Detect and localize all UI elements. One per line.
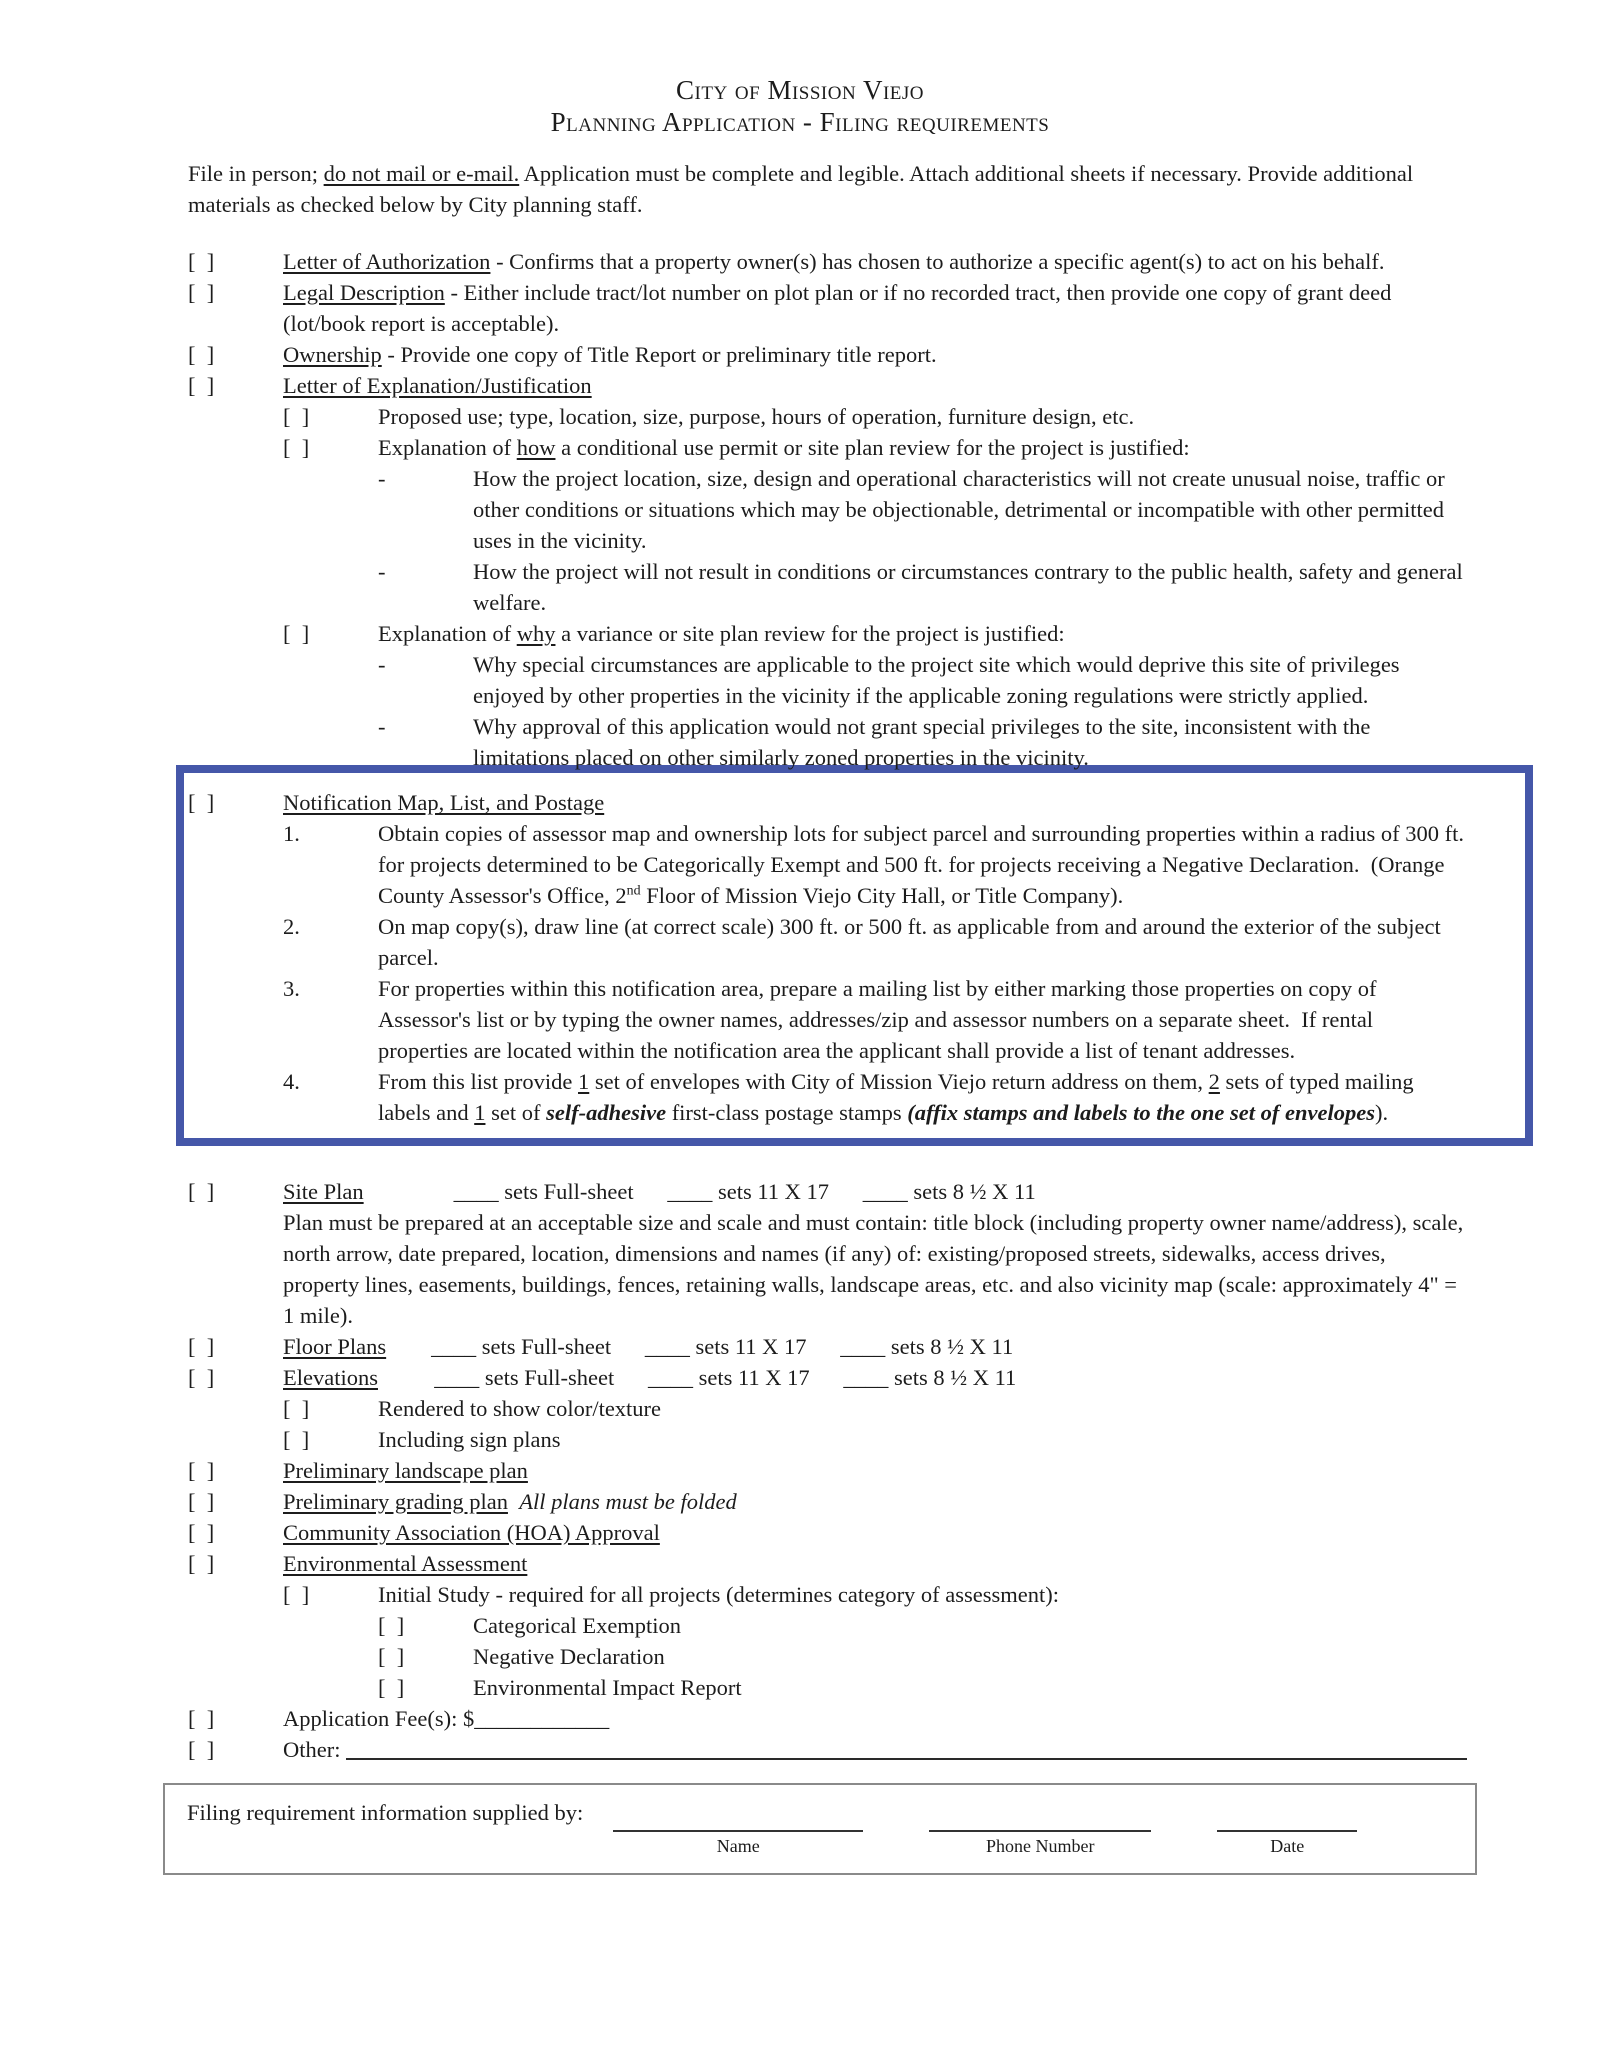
checklist-row — [188, 787, 1467, 818]
checklist-row — [188, 1734, 1467, 1765]
text-segment: nd — [626, 883, 641, 899]
text-segment: Obtain copies of assessor map and ownership lots for subject parcel and surrounding properties within a radius of 300 ft. for projects determined to be Categorically Exempt and 500 ft. for projects receiving a Negative Declaration. (Orange County Assessor's Office, 2 — [378, 821, 1464, 908]
text-segment: 1 — [578, 1069, 590, 1094]
row-text — [283, 370, 1467, 401]
row-text — [378, 401, 1467, 432]
checkbox[interactable]: [ ] — [188, 1458, 215, 1483]
checkbox[interactable]: [ ] — [188, 1737, 215, 1762]
checklist-row — [188, 818, 1467, 911]
text-segment: Floor Plans — [283, 1334, 387, 1359]
text-segment: a variance or site plan review for the project is justified: — [555, 621, 1065, 646]
footer-box — [163, 1783, 1477, 1875]
dash-bullet: - — [378, 559, 386, 584]
row-text — [473, 1641, 1467, 1672]
row-text — [473, 711, 1467, 773]
checklist-row — [188, 246, 1467, 277]
text-segment: For properties within this notification area, prepare a mailing list by either marking those properties on copy of Assessor's list or by typing the owner names, addresses/zip and assessor numbers on a separate sheet. If rental properties are located within the notification area the applicant shall provide a list of tenant addresses. — [378, 976, 1377, 1063]
phone-caption: Phone Number — [985, 1836, 1095, 1856]
checklist-row — [188, 432, 1467, 463]
text-segment: Site Plan — [283, 1179, 364, 1204]
checklist-row — [188, 1517, 1467, 1548]
footer-field-date — [1217, 1806, 1357, 1857]
text-segment: Initial Study - required for all projects (determines category of assessment): — [378, 1582, 1060, 1607]
row-text — [378, 973, 1467, 1066]
row-text — [283, 246, 1467, 277]
text-segment: Elevations — [283, 1365, 378, 1390]
row-text — [283, 1207, 1467, 1331]
item-number: 1. — [283, 821, 300, 846]
intro-paragraph — [188, 158, 1467, 220]
row-text — [283, 1703, 1467, 1734]
item-number: 4. — [283, 1069, 300, 1094]
text-segment: (affix stamps and labels to the one set of envelopes — [907, 1100, 1375, 1125]
text-segment: File in person; — [188, 161, 324, 186]
checkbox[interactable]: [ ] — [378, 1675, 405, 1700]
text-segment — [508, 1489, 519, 1514]
row-text — [188, 158, 1467, 220]
dash-bullet: - — [378, 466, 386, 491]
checklist-section — [188, 246, 1467, 773]
row-text — [283, 1455, 1467, 1486]
text-segment: - Confirms that a property owner(s) has chosen to authorize a specific agent(s) to act on his behalf. — [490, 249, 1385, 274]
checklist-row — [188, 463, 1467, 556]
checkbox[interactable]: [ ] — [378, 1613, 405, 1638]
text-segment: Floor of Mission Viejo City Hall, or Title Company). — [640, 883, 1124, 908]
text-segment: Proposed use; type, location, size, purpose, hours of operation, furniture design, etc. — [378, 404, 1135, 429]
checklist-row — [188, 1641, 1467, 1672]
date-blank-line[interactable] — [1217, 1806, 1357, 1832]
row-text — [283, 1517, 1467, 1548]
row-text — [378, 432, 1467, 463]
footer-field-name — [613, 1806, 863, 1857]
text-segment: a conditional use permit or site plan review for the project is justified: — [555, 435, 1190, 460]
row-text — [473, 556, 1467, 618]
row-text — [473, 463, 1467, 556]
footer-row — [187, 1797, 1453, 1857]
text-segment: Legal Description — [283, 280, 445, 305]
row-text — [283, 1362, 1467, 1393]
name-blank-line[interactable] — [613, 1806, 863, 1832]
text-segment: Why special circumstances are applicable to the project site which would deprive this site of privileges enjoyed by other properties in the vicinity if the applicable zoning regulations were strictly applied. — [473, 652, 1400, 708]
row-text — [283, 1734, 1467, 1765]
checklist-row — [188, 973, 1467, 1066]
checkbox[interactable]: [ ] — [188, 1489, 215, 1514]
checklist-row — [188, 1331, 1467, 1362]
text-segment: why — [516, 621, 556, 646]
text-segment: How the project will not result in conditions or circumstances contrary to the public health, safety and general welfare. — [473, 559, 1463, 615]
row-text — [283, 339, 1467, 370]
text-segment: Including sign plans — [378, 1427, 561, 1452]
checklist-row — [188, 618, 1467, 649]
checkbox[interactable]: [ ] — [283, 435, 310, 460]
checkbox[interactable]: [ ] — [283, 1427, 310, 1452]
footer-field-phone — [929, 1806, 1151, 1857]
checklist-row — [188, 277, 1467, 339]
checklist-section — [188, 1176, 1467, 1765]
checkbox[interactable]: [ ] — [283, 1396, 310, 1421]
text-segment: Environmental Impact Report — [473, 1675, 742, 1700]
checkbox[interactable]: [ ] — [188, 1179, 215, 1204]
row-text — [283, 1176, 1467, 1207]
row-text — [283, 787, 1467, 818]
text-segment: Environmental Assessment — [283, 1551, 528, 1576]
text-segment: ____ sets Full-sheet ____ sets 11 X 17 ____ sets 8 ½ X 11 — [377, 1365, 1017, 1390]
name-caption: Name — [716, 1836, 760, 1856]
checkbox[interactable]: [ ] — [188, 249, 215, 274]
checkbox[interactable]: [ ] — [283, 404, 310, 429]
checklist-row — [188, 401, 1467, 432]
dash-bullet: - — [378, 652, 386, 677]
checklist-row — [188, 556, 1467, 618]
checklist-row — [188, 1066, 1467, 1128]
text-segment: - Provide one copy of Title Report or preliminary title report. — [381, 342, 937, 367]
text-segment: Explanation of — [378, 435, 517, 460]
dash-bullet: - — [378, 714, 386, 739]
checkbox[interactable]: [ ] — [188, 1551, 215, 1576]
item-number: 2. — [283, 914, 300, 939]
row-text — [378, 1579, 1467, 1610]
checklist-row — [188, 911, 1467, 973]
text-segment: All plans must be folded — [519, 1489, 737, 1514]
checkbox[interactable]: [ ] — [188, 1365, 215, 1390]
checkbox[interactable]: [ ] — [283, 621, 310, 646]
document-content — [188, 158, 1467, 1875]
text-segment: On map copy(s), draw line (at correct scale) 300 ft. or 500 ft. as applicable from and around the exterior of the subject parcel. — [378, 914, 1441, 970]
text-segment: Notification Map, List, and Postage — [283, 790, 605, 815]
checkbox[interactable]: [ ] — [188, 342, 215, 367]
highlight-box — [176, 765, 1533, 1146]
checklist-row — [188, 1393, 1467, 1424]
text-segment: Letter of Authorization — [283, 249, 491, 274]
checkbox[interactable]: [ ] — [188, 373, 215, 398]
row-text — [283, 1548, 1467, 1579]
row-text — [473, 1672, 1467, 1703]
checklist-row — [188, 158, 1467, 220]
document-header — [0, 0, 1600, 138]
checklist-row — [188, 1176, 1467, 1207]
row-text — [378, 911, 1467, 973]
checklist-row — [188, 1455, 1467, 1486]
checklist-row — [188, 1672, 1467, 1703]
row-text — [378, 618, 1467, 649]
row-text — [378, 1393, 1467, 1424]
text-segment: ____ sets Full-sheet ____ sets 11 X 17 ____ sets 8 ½ X 11 — [363, 1179, 1036, 1204]
text-segment: set of — [485, 1100, 547, 1125]
text-segment: self-adhesive — [546, 1100, 667, 1125]
checklist-row — [188, 1610, 1467, 1641]
text-segment: 2 — [1208, 1069, 1220, 1094]
text-segment: Preliminary grading plan — [283, 1489, 508, 1514]
text-segment: 1 — [474, 1100, 486, 1125]
checklist-row — [188, 1548, 1467, 1579]
text-segment: Categorical Exemption — [473, 1613, 682, 1638]
text-segment: set of envelopes with City of Mission Viejo return address on them, — [589, 1069, 1209, 1094]
date-caption: Date — [1270, 1836, 1305, 1856]
checkbox[interactable]: [ ] — [378, 1644, 405, 1669]
text-segment: Community Association (HOA) Approval — [283, 1520, 660, 1545]
checkbox[interactable]: [ ] — [188, 1520, 215, 1545]
row-text — [473, 649, 1467, 711]
row-text — [283, 1486, 1467, 1517]
row-text — [283, 1331, 1467, 1362]
text-segment: Application Fee(s): $____________ — [283, 1706, 610, 1731]
row-text — [473, 1610, 1467, 1641]
text-segment: Explanation of — [378, 621, 517, 646]
text-segment: sets of typed mailing labels and — [378, 1069, 1414, 1125]
checkbox[interactable]: [ ] — [188, 790, 215, 815]
checklist-row — [188, 1703, 1467, 1734]
checklist-row — [188, 1362, 1467, 1393]
text-segment: Why approval of this application would not grant special privileges to the site, inconsistent with the limitations placed on other similarly zoned properties in the vicinity. — [473, 714, 1371, 770]
row-text — [378, 1424, 1467, 1455]
checkbox[interactable]: [ ] — [188, 1334, 215, 1359]
text-segment: do not mail or e-mail. — [323, 161, 520, 186]
blank-line[interactable] — [346, 1734, 1467, 1760]
text-segment: Negative Declaration — [473, 1644, 665, 1669]
text-segment: From this list provide — [378, 1069, 579, 1094]
checklist-row — [188, 1207, 1467, 1331]
text-segment: Application must be complete and legible. Attach additional sheets if necessary. Provide additional materials as checked below by City planning staff. — [188, 161, 1414, 217]
checkbox[interactable]: [ ] — [283, 1582, 310, 1607]
text-segment: Other: — [283, 1737, 347, 1762]
text-segment: Plan must be prepared at an acceptable size and scale and must contain: title block (including property owner name/address), scale, north arrow, date prepared, location, dimensions and names (if any) of: existing/proposed streets, sidewalks, access drives, property lines, easements, buildings, fences, retaining walls, landscape areas, etc. and also vicinity map (scale: approximately 4" = 1 mile). — [283, 1210, 1464, 1328]
document-title: City of Mission Viejo — [676, 75, 924, 105]
checklist-row — [188, 649, 1467, 711]
checkbox[interactable]: [ ] — [188, 1706, 215, 1731]
row-text — [378, 818, 1467, 911]
document-subtitle: Planning Application - Filing requirements — [550, 107, 1050, 137]
row-text — [378, 1066, 1467, 1128]
phone-blank-line[interactable] — [929, 1806, 1151, 1832]
text-segment: ____ sets Full-sheet ____ sets 11 X 17 ____ sets 8 ½ X 11 — [386, 1334, 1014, 1359]
text-segment: Preliminary landscape plan — [283, 1458, 528, 1483]
checklist-row — [188, 1424, 1467, 1455]
text-segment: Letter of Explanation/Justification — [283, 373, 592, 398]
text-segment: Ownership — [283, 342, 382, 367]
checklist-row — [188, 1579, 1467, 1610]
row-text — [283, 277, 1467, 339]
checklist-row — [188, 711, 1467, 773]
text-segment: how — [516, 435, 556, 460]
text-segment: ). — [1374, 1100, 1389, 1125]
text-segment: first-class postage stamps — [666, 1100, 908, 1125]
checklist-row — [188, 370, 1467, 401]
checklist-row — [188, 339, 1467, 370]
text-segment: Rendered to show color/texture — [378, 1396, 662, 1421]
text-segment: How the project location, size, design and operational characteristics will not create unusual noise, traffic or other conditions or situations which may be objectionable, detrimental or incompatible with other permitted uses in the vicinity. — [473, 466, 1445, 553]
text-segment: - Either include tract/lot number on plot plan or if no recorded tract, then provide one copy of grant deed (lot/book report is acceptable). — [283, 280, 1392, 336]
item-number: 3. — [283, 976, 300, 1001]
footer-label: Filing requirement information supplied by: — [187, 1800, 584, 1825]
checklist — [188, 158, 1467, 1765]
checklist-row — [188, 1486, 1467, 1517]
checkbox[interactable]: [ ] — [188, 280, 215, 305]
